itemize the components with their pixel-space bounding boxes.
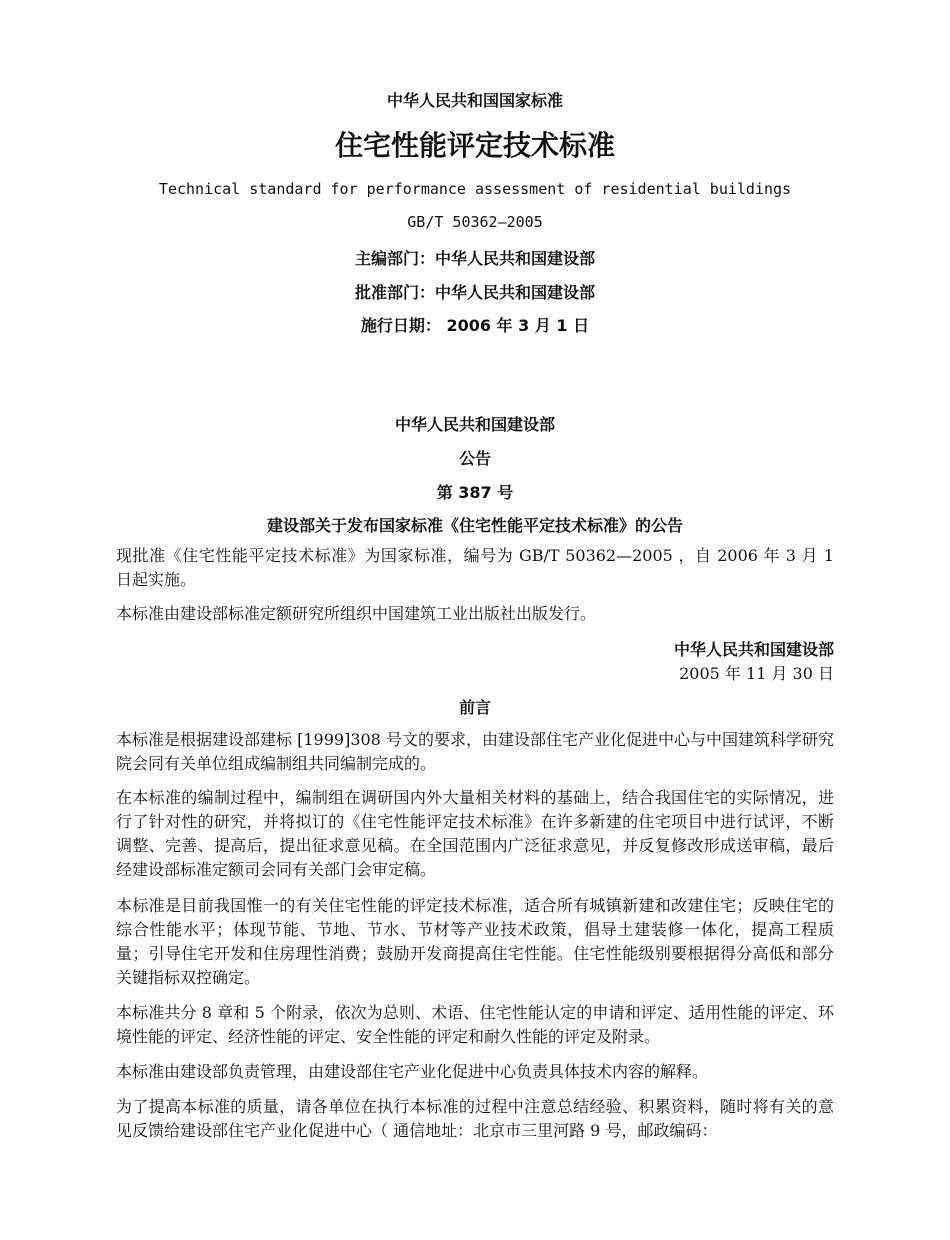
announcement-issuer: 中华人民共和国建设部 [394,415,555,434]
preface-paragraph: 本标准是根据建设部建标 [1999]308 号文的要求，由建设部住宅产业化促进中心与中国建筑科学研究院会同有关单位组成编制组共同编制完成的。 [116,730,834,773]
chief-editor-line: 主编部门：中华人民共和国建设部 [354,249,595,268]
announcement-subject: 建设部关于发布国家标准《住宅性能平定技术标准》的公告 [266,516,683,535]
announcement-signature: 中华人民共和国建设部 [673,640,834,659]
announcement-date: 2005 年 11 月 30 日 [679,664,834,683]
approver-line: 批准部门：中华人民共和国建设部 [354,283,595,302]
announcement-number: 第 387 号 [436,483,514,502]
preface-paragraph: 为了提高本标准的质量，请各单位在执行本标准的过程中注意总结经验、积累资料，随时将有关的意见反馈给建设部住宅产业化促进中心（ 通信地址：北京市三里河路 9 号，邮政编码： [116,1097,834,1140]
preface-heading: 前言 [458,698,491,717]
english-title: Technical standard for performance assessment of residential buildings [158,180,792,198]
standard-code: GB/T 50362—2005 [407,213,543,231]
effective-date-line: 施行日期： 2006 年 3 月 1 日 [360,316,590,335]
publisher-line: 中华人民共和国国家标准 [386,91,563,110]
preface-paragraph: 本标准由建设部负责管理，由建设部住宅产业化促进中心负责具体技术内容的解释。 [116,1062,709,1081]
announcement-paragraph: 本标准由建设部标准定额研究所组织中国建筑工业出版社出版发行。 [116,604,597,623]
preface-paragraph: 本标准共分 8 章和 5 个附录，依次为总则、术语、住宅性能认定的申请和评定、适用性能的评定、环境性能的评定、经济性能的评定、安全性能的评定和耐久性能的评定及附录。 [116,1003,834,1046]
announcement-paragraph: 现批准《住宅性能平定技术标准》为国家标准，编号为 GB/T 50362—2005 ，自 2006 年 3 月 1 日起实施。 [116,546,834,589]
page-title: 住宅性能评定技术标准 [334,129,615,162]
announcement-heading: 公告 [458,449,491,468]
preface-paragraph: 在本标准的编制过程中，编制组在调研国内外大量相关材料的基础上，结合我国住宅的实际情况，进行了针对性的研究，并将拟订的《住宅性能评定技术标准》在许多新建的住宅项目中进行试评，不断调整、完善、提高后，提出征求意见稿。在全国范围内广泛征求意见，并反复修改形成送审稿，最后经建设部标准定额司会同有关部门会审定稿。 [116,788,834,879]
preface-paragraph: 本标准是目前我国惟一的有关住宅性能的评定技术标准，适合所有城镇新建和改建住宅；反映住宅的综合性能水平；体现节能、节地、节水、节材等产业技术政策，倡导土建装修一体化，提高工程质量；引导住宅开发和住房理性消费；鼓励开发商提高住宅性能。住宅性能级别要根据得分高低和部分关键指标双控确定。 [116,896,834,987]
